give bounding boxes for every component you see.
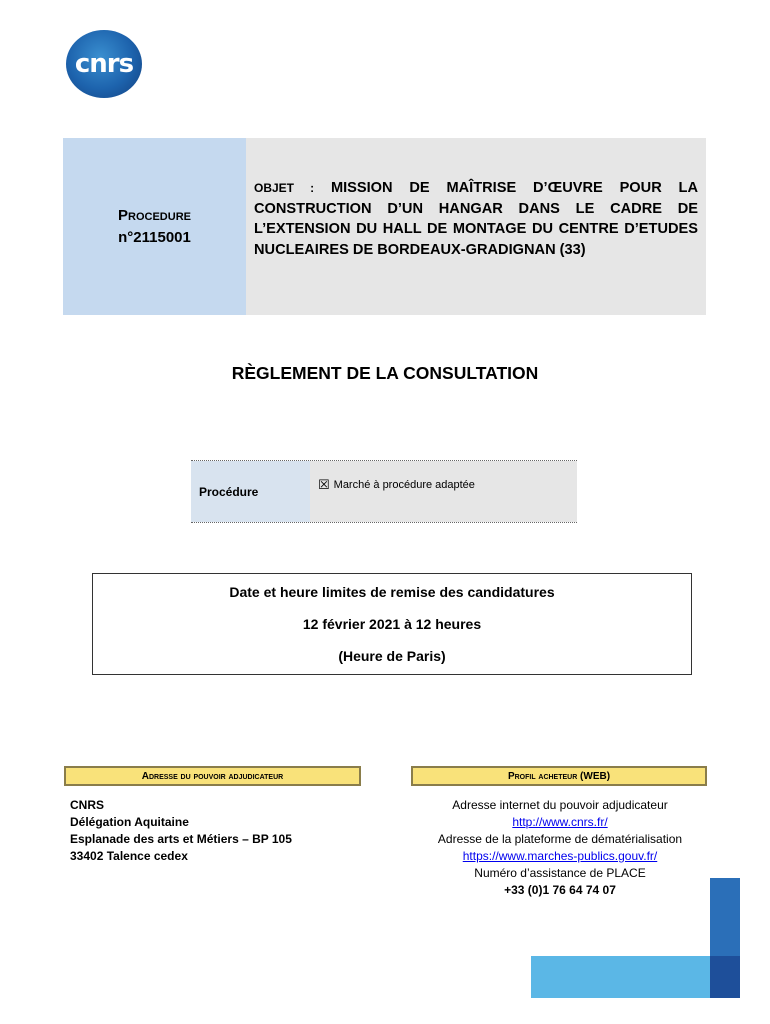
procedure-table xyxy=(191,460,577,523)
deadline-box xyxy=(92,573,692,675)
cnrs-website-link[interactable]: http://www.cnrs.fr/ xyxy=(512,815,608,829)
cnrs-logo xyxy=(66,30,142,98)
procedure-type: Marché à procédure adaptée xyxy=(333,479,475,491)
objet-description: MISSION DE MAÎTRISE D’ŒUVRE POUR LA CONSTRUCTION D’UN HANGAR DANS LE CADRE DE L’EXTENSION DU HALL DE MONTAGE DU CENTRE D’ETUDES NUCLEAIRES DE BORDEAUX-GRADIGNAN (33) xyxy=(254,180,699,258)
address-line: Délégation Aquitaine xyxy=(70,815,189,829)
buyer-web-info xyxy=(410,797,710,899)
objet-text-block xyxy=(254,178,698,260)
marches-publics-link[interactable]: https://www.marches-publics.gouv.fr/ xyxy=(462,849,658,863)
procedure-header-cell xyxy=(63,138,246,315)
procedure-table-value-cell xyxy=(310,461,577,522)
objet-header-cell xyxy=(246,138,706,315)
web-line-2: Adresse de la plateforme de dématérialisation xyxy=(437,832,683,846)
page-title: RÈGLEMENT DE LA CONSULTATION xyxy=(231,363,539,383)
decorative-strip xyxy=(710,956,740,998)
web-box-label: Profil acheteur (WEB) xyxy=(411,766,707,786)
address-box-label: Adresse du pouvoir adjudicateur xyxy=(64,766,361,786)
web-line-3: Numéro d’assistance de PLACE xyxy=(474,866,646,880)
procedure-label: Procedure xyxy=(118,206,191,224)
checked-box-icon: ☒ xyxy=(318,477,330,492)
address-line: 33402 Talence cedex xyxy=(70,849,188,863)
deadline-date: 12 février 2021 à 12 heures xyxy=(302,616,482,632)
objet-label: OBJET : xyxy=(254,181,315,195)
decorative-light-block xyxy=(531,956,710,998)
procedure-table-label: Procédure xyxy=(191,461,310,522)
procedure-number: n°2115001 xyxy=(118,228,191,246)
deadline-heading: Date et heure limites de remise des candidatures xyxy=(229,584,555,600)
buyer-address xyxy=(70,797,292,865)
address-line: CNRS xyxy=(70,798,105,812)
logo-text: cnrs xyxy=(74,49,134,79)
address-line: Esplanade des arts et Métiers – BP 105 xyxy=(70,832,292,846)
web-line-1: Adresse internet du pouvoir adjudicateur xyxy=(452,798,668,812)
deadline-timezone: (Heure de Paris) xyxy=(338,648,446,664)
assistance-phone: +33 (0)1 76 64 74 07 xyxy=(504,883,616,897)
